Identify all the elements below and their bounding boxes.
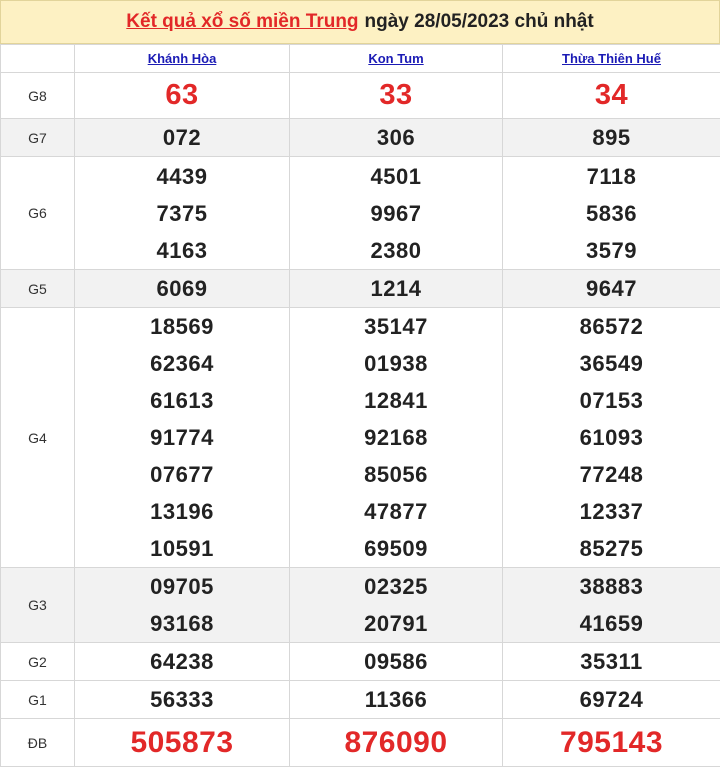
results-header	[0, 0, 720, 44]
prize-number: 69509	[290, 530, 502, 567]
prize-row-db	[1, 719, 720, 767]
prize-row-g8	[1, 73, 720, 119]
province-link-kon-tum[interactable]: Kon Tum	[368, 51, 423, 66]
prize-cell	[503, 568, 720, 643]
prize-number: 4501	[290, 158, 502, 195]
prize-cell	[290, 308, 503, 568]
prize-label: G4	[1, 308, 75, 568]
prize-number: 02325	[290, 568, 502, 605]
prize-label: G5	[1, 270, 75, 308]
prize-number: 09705	[75, 568, 289, 605]
prize-number: 6069	[75, 270, 289, 307]
prize-number: 895	[503, 119, 720, 156]
prize-number: 07677	[75, 456, 289, 493]
prize-label: G2	[1, 643, 75, 681]
prize-number: 1214	[290, 270, 502, 307]
prize-cell	[503, 270, 720, 308]
prize-cell	[290, 568, 503, 643]
prize-cell	[290, 157, 503, 270]
prize-row-g4	[1, 308, 720, 568]
prize-number: 92168	[290, 419, 502, 456]
prize-cell	[503, 119, 720, 157]
header-title-link[interactable]: Kết quả xổ số miền Trung	[126, 11, 358, 33]
prize-number: 62364	[75, 345, 289, 382]
prize-number: 3579	[503, 232, 720, 269]
prize-cell	[75, 719, 290, 767]
prize-number: 86572	[503, 308, 720, 345]
prize-cell	[503, 157, 720, 270]
prize-number: 13196	[75, 493, 289, 530]
prize-row-g1	[1, 681, 720, 719]
prize-number: 2380	[290, 232, 502, 269]
prize-cell	[503, 681, 720, 719]
prize-number: 38883	[503, 568, 720, 605]
corner-cell	[1, 45, 75, 73]
prize-label: ĐB	[1, 719, 75, 767]
province-link-khanh-hoa[interactable]: Khánh Hòa	[148, 51, 217, 66]
prize-number: 20791	[290, 605, 502, 642]
prize-label: G1	[1, 681, 75, 719]
prize-label: G3	[1, 568, 75, 643]
prize-number: 11366	[290, 681, 502, 718]
prize-label: G8	[1, 73, 75, 119]
prize-number: 61093	[503, 419, 720, 456]
prize-number: 12337	[503, 493, 720, 530]
prize-number: 072	[75, 119, 289, 156]
prize-number: 795143	[503, 724, 720, 761]
prize-cell	[503, 308, 720, 568]
prize-number: 4439	[75, 158, 289, 195]
header-date: ngày 28/05/2023 chủ nhật	[365, 11, 594, 33]
prize-cell	[75, 157, 290, 270]
prize-number: 64238	[75, 643, 289, 680]
prize-number: 09586	[290, 643, 502, 680]
prize-number: 34	[503, 77, 720, 114]
prize-row-g3	[1, 568, 720, 643]
prize-number: 876090	[290, 724, 502, 761]
prize-number: 63	[75, 77, 289, 114]
prize-number: 33	[290, 77, 502, 114]
prize-label: G6	[1, 157, 75, 270]
prize-number: 85275	[503, 530, 720, 567]
prize-number: 18569	[75, 308, 289, 345]
prize-cell	[290, 119, 503, 157]
prize-number: 306	[290, 119, 502, 156]
prize-row-g2	[1, 643, 720, 681]
prize-cell	[290, 643, 503, 681]
prize-cell	[75, 270, 290, 308]
results-table	[0, 44, 720, 767]
prize-number: 01938	[290, 345, 502, 382]
prize-cell	[75, 119, 290, 157]
province-link-thua-thien-hue[interactable]: Thừa Thiên Huế	[562, 51, 661, 66]
prize-cell	[503, 643, 720, 681]
prize-number: 69724	[503, 681, 720, 718]
prize-number: 77248	[503, 456, 720, 493]
prize-number: 47877	[290, 493, 502, 530]
prize-number: 7375	[75, 195, 289, 232]
prize-number: 4163	[75, 232, 289, 269]
prize-number: 12841	[290, 382, 502, 419]
prize-number: 35147	[290, 308, 502, 345]
prize-number: 505873	[75, 724, 289, 761]
prize-cell	[75, 681, 290, 719]
prize-number: 07153	[503, 382, 720, 419]
prize-number: 56333	[75, 681, 289, 718]
prize-label: G7	[1, 119, 75, 157]
prize-cell	[290, 681, 503, 719]
prize-number: 85056	[290, 456, 502, 493]
prize-cell	[75, 643, 290, 681]
prize-row-g7	[1, 119, 720, 157]
prize-number: 36549	[503, 345, 720, 382]
prize-cell	[75, 73, 290, 119]
prize-number: 10591	[75, 530, 289, 567]
prize-number: 93168	[75, 605, 289, 642]
prize-cell	[290, 73, 503, 119]
prize-cell	[503, 73, 720, 119]
prize-cell	[75, 308, 290, 568]
prize-row-g6	[1, 157, 720, 270]
prize-cell	[290, 719, 503, 767]
prize-number: 9967	[290, 195, 502, 232]
prize-number: 41659	[503, 605, 720, 642]
prize-number: 7118	[503, 158, 720, 195]
prize-number: 35311	[503, 643, 720, 680]
prize-cell	[503, 719, 720, 767]
prize-cell	[75, 568, 290, 643]
prize-number: 91774	[75, 419, 289, 456]
province-header-row	[1, 45, 720, 73]
prize-cell	[290, 270, 503, 308]
prize-number: 5836	[503, 195, 720, 232]
prize-row-g5	[1, 270, 720, 308]
prize-number: 61613	[75, 382, 289, 419]
prize-number: 9647	[503, 270, 720, 307]
